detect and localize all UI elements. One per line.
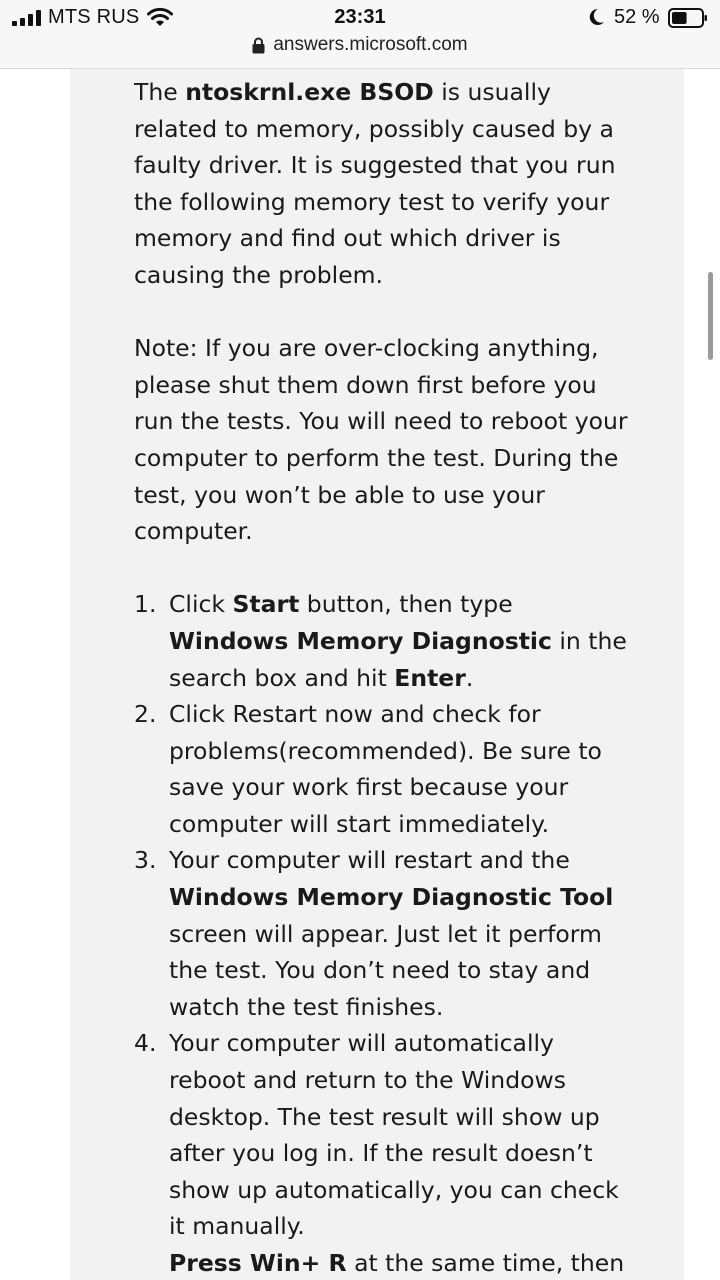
step-text: in the search box and hit bbox=[169, 626, 627, 692]
list-item bbox=[134, 842, 634, 1025]
list-item bbox=[134, 1025, 634, 1280]
step-bold: Press Win+ R bbox=[169, 1249, 347, 1277]
list-number: 3. bbox=[134, 846, 157, 875]
list-number: 2. bbox=[134, 700, 157, 729]
step-bold: Windows Memory Diagnostic Tool bbox=[169, 883, 614, 912]
step-text: screen will appear. Just let it perform the test. You don’t need to stay and watch the test finishes. bbox=[169, 919, 602, 1021]
list-number: 1. bbox=[134, 590, 157, 619]
do-not-disturb-moon-icon bbox=[586, 7, 606, 27]
step-text: at the same time, then bbox=[346, 1249, 625, 1277]
step-text: . bbox=[465, 663, 474, 692]
step-bold: Start bbox=[232, 590, 300, 619]
lock-icon bbox=[252, 37, 265, 54]
intro-paragraph bbox=[134, 74, 634, 294]
intro-text-start: The bbox=[134, 78, 186, 106]
scrollbar[interactable] bbox=[708, 272, 713, 360]
status-time: 23:31 bbox=[334, 6, 386, 28]
step-text: Your computer will restart and the bbox=[169, 846, 570, 875]
battery-icon bbox=[668, 8, 708, 28]
step-bold: Enter bbox=[394, 663, 466, 692]
answer-content bbox=[134, 74, 634, 1280]
intro-bold-term: ntoskrnl.exe BSOD bbox=[185, 78, 434, 106]
url-text[interactable]: answers.microsoft.com bbox=[273, 34, 468, 55]
url-bar[interactable] bbox=[0, 34, 720, 60]
step-text: Your computer will automatically reboot and return to the Windows desktop. The test result will show up after you log in. If the result doesn’t show up automatically, you can check it manually. bbox=[169, 1029, 619, 1241]
status-bar bbox=[0, 0, 720, 36]
battery-percentage: 52 % bbox=[614, 6, 660, 28]
carrier-name: MTS RUS bbox=[48, 6, 140, 28]
note-paragraph: Note: If you are over-clocking anything, please shut them down first before you run the tests. You will need to reboot your computer to perform the test. During the test, you won’t be able to use your computer. bbox=[134, 334, 628, 546]
list-item bbox=[134, 586, 634, 696]
browser-top-bar bbox=[0, 0, 720, 69]
list-number: 4. bbox=[134, 1029, 157, 1058]
intro-text-end: is usually related to memory, possibly caused by a faulty driver. It is suggested that you run the following memory test to verify your memory and find out which driver is causing the problem. bbox=[134, 78, 616, 289]
step-text: button, then type bbox=[299, 590, 513, 619]
step-text: Click bbox=[169, 590, 233, 619]
step-bold: Windows Memory Diagnostic bbox=[169, 626, 552, 655]
step-text: Click Restart now and check for problems(recommended). Be sure to save your work first because your computer will start immediately. bbox=[169, 700, 602, 838]
list-item bbox=[134, 696, 634, 842]
steps-list bbox=[134, 586, 634, 1280]
